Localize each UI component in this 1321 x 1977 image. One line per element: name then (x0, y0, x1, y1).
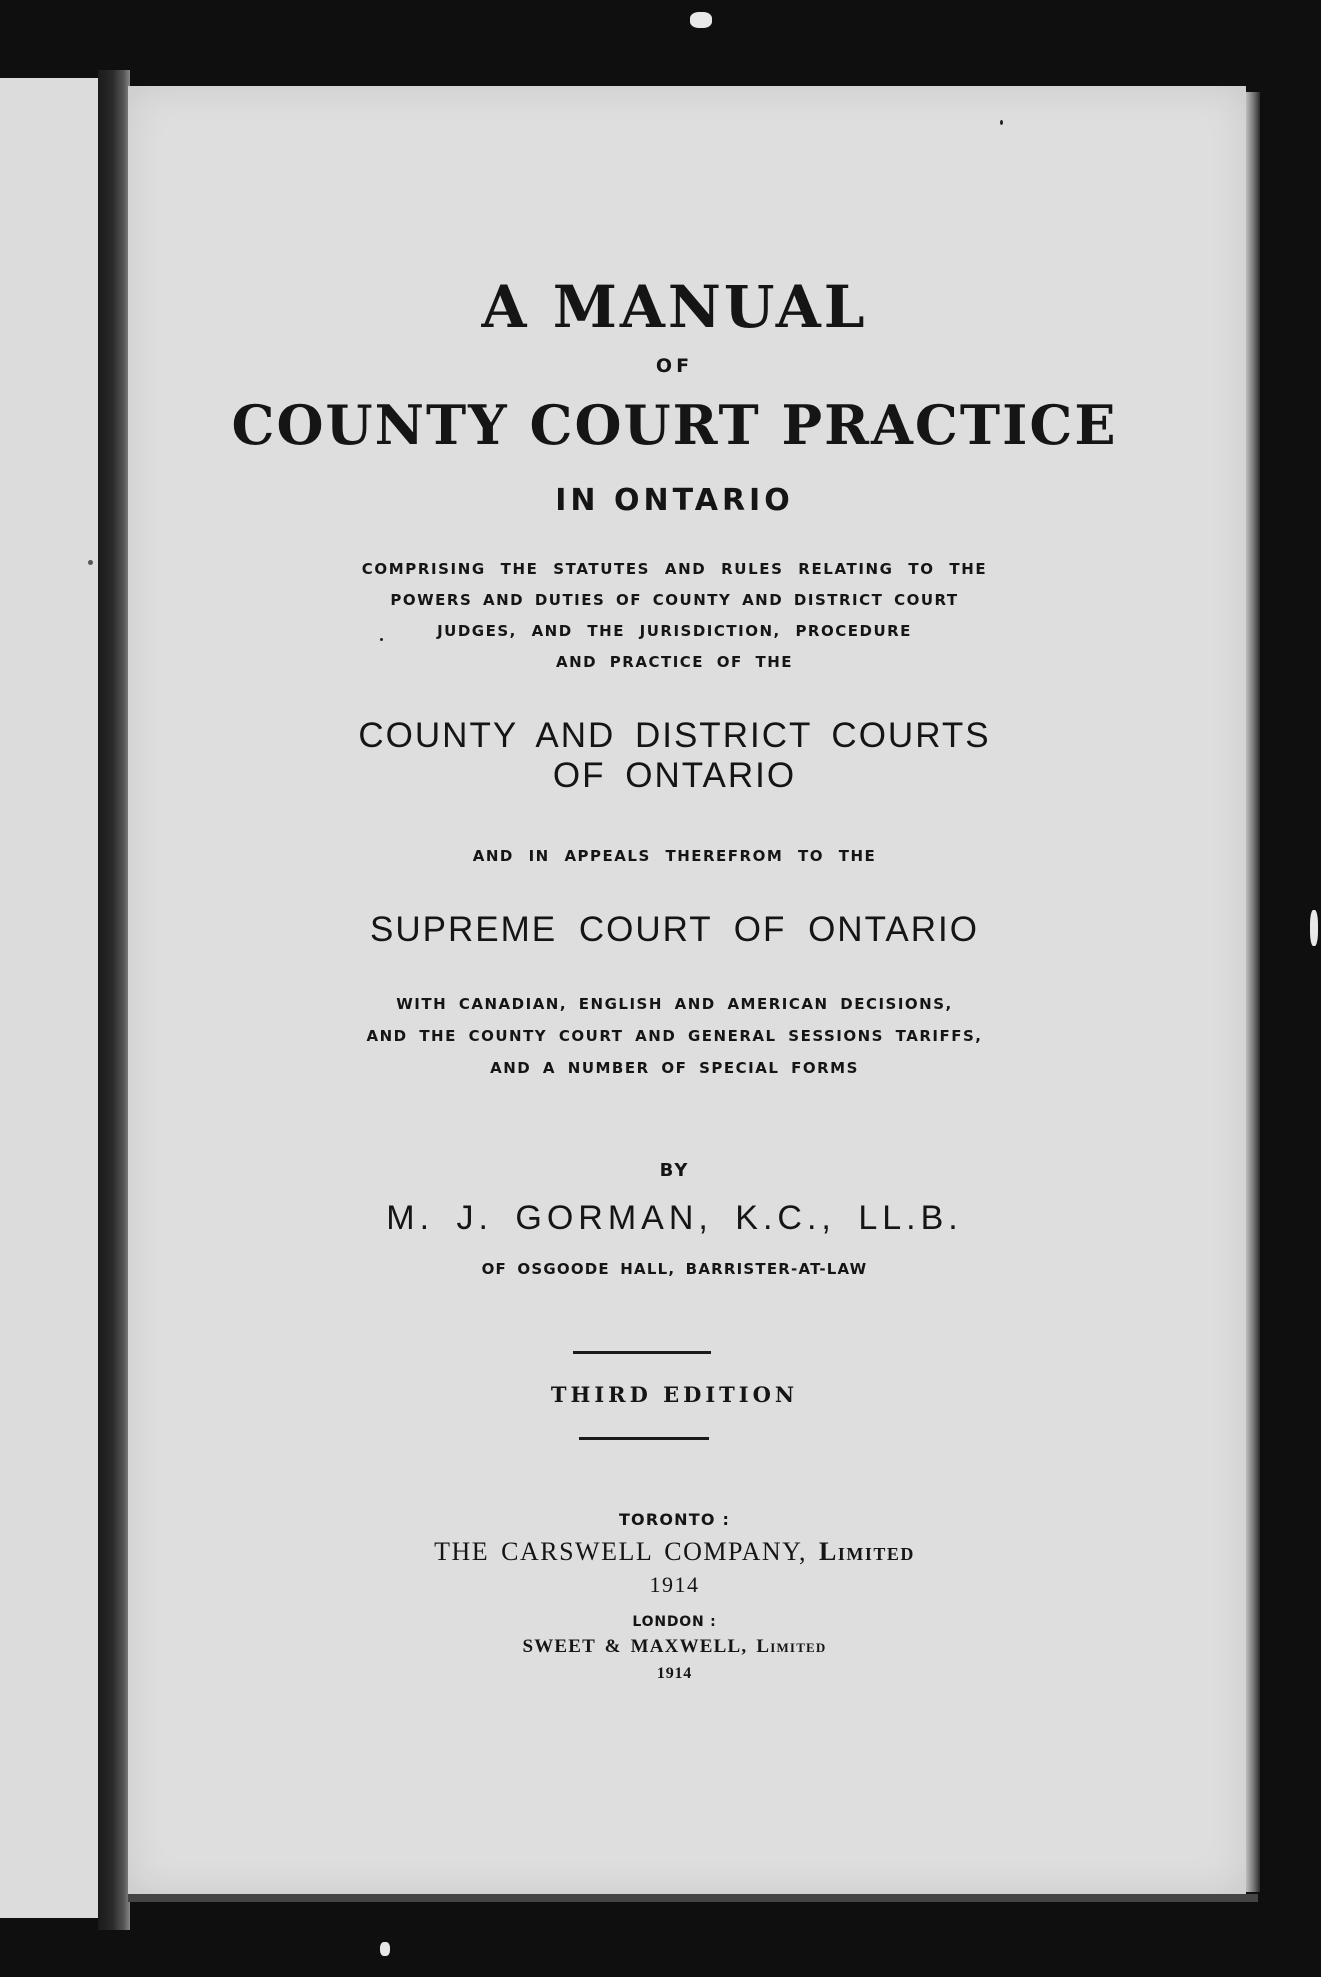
page-bottom-edge (128, 1894, 1258, 1902)
supreme-court-line: SUPREME COURT OF ONTARIO (370, 910, 979, 949)
description-line-1: COMPRISING THE STATUTES AND RULES RELATING TO THE (361, 560, 988, 578)
author-affiliation: OF OSGOODE HALL, BARRISTER-AT-LAW (481, 1260, 868, 1278)
publisher-1-main: THE CARSWELL COMPANY, (434, 1537, 820, 1566)
imprint-year-2: 1914 (656, 1665, 693, 1682)
courts-line-1: COUNTY AND DISTRICT COURTS (358, 716, 991, 755)
courts-line-2: OF ONTARIO (552, 756, 797, 795)
description-line-2: POWERS AND DUTIES OF COUNTY AND DISTRICT COURT (390, 591, 959, 609)
scan-artifact (1000, 120, 1003, 125)
title-line-3: IN ONTARIO (555, 483, 794, 518)
author-by: BY (659, 1160, 690, 1181)
scan-artifact (690, 12, 712, 28)
appeals-line: AND IN APPEALS THEREFROM TO THE (472, 847, 877, 865)
title-line-2: COUNTY COURT PRACTICE (231, 393, 1118, 457)
scan-artifact (380, 1942, 390, 1956)
imprint-year-1: 1914 (649, 1572, 700, 1597)
imprint-publisher-1 (0, 1539, 1321, 1565)
edition-rule-bottom (579, 1437, 709, 1440)
edition-rule-top (573, 1351, 711, 1354)
imprint-publisher-2 (0, 1637, 1321, 1656)
with-line-3: AND A NUMBER OF SPECIAL FORMS (490, 1059, 859, 1077)
title-line-1: A MANUAL (481, 273, 868, 341)
imprint-city-2: LONDON : (632, 1614, 717, 1630)
with-line-2: AND THE COUNTY COURT AND GENERAL SESSIONS TARIFFS, (366, 1027, 983, 1045)
publisher-2-main: SWEET & MAXWELL, (522, 1636, 757, 1657)
imprint-city-1: TORONTO : (618, 1510, 731, 1529)
publisher-1-tail: Limited (819, 1537, 915, 1566)
author-name: M. J. GORMAN, K.C., LL.B. (386, 1199, 963, 1237)
with-line-1: WITH CANADIAN, ENGLISH AND AMERICAN DECISIONS, (396, 995, 953, 1013)
description-line-4: AND PRACTICE OF THE (555, 653, 794, 671)
description-line-3: JUDGES, AND THE JURISDICTION, PROCEDURE (437, 622, 912, 640)
title-of: OF (655, 355, 694, 377)
publisher-2-tail: Limited (756, 1636, 827, 1657)
edition-line: THIRD EDITION (550, 1382, 799, 1407)
